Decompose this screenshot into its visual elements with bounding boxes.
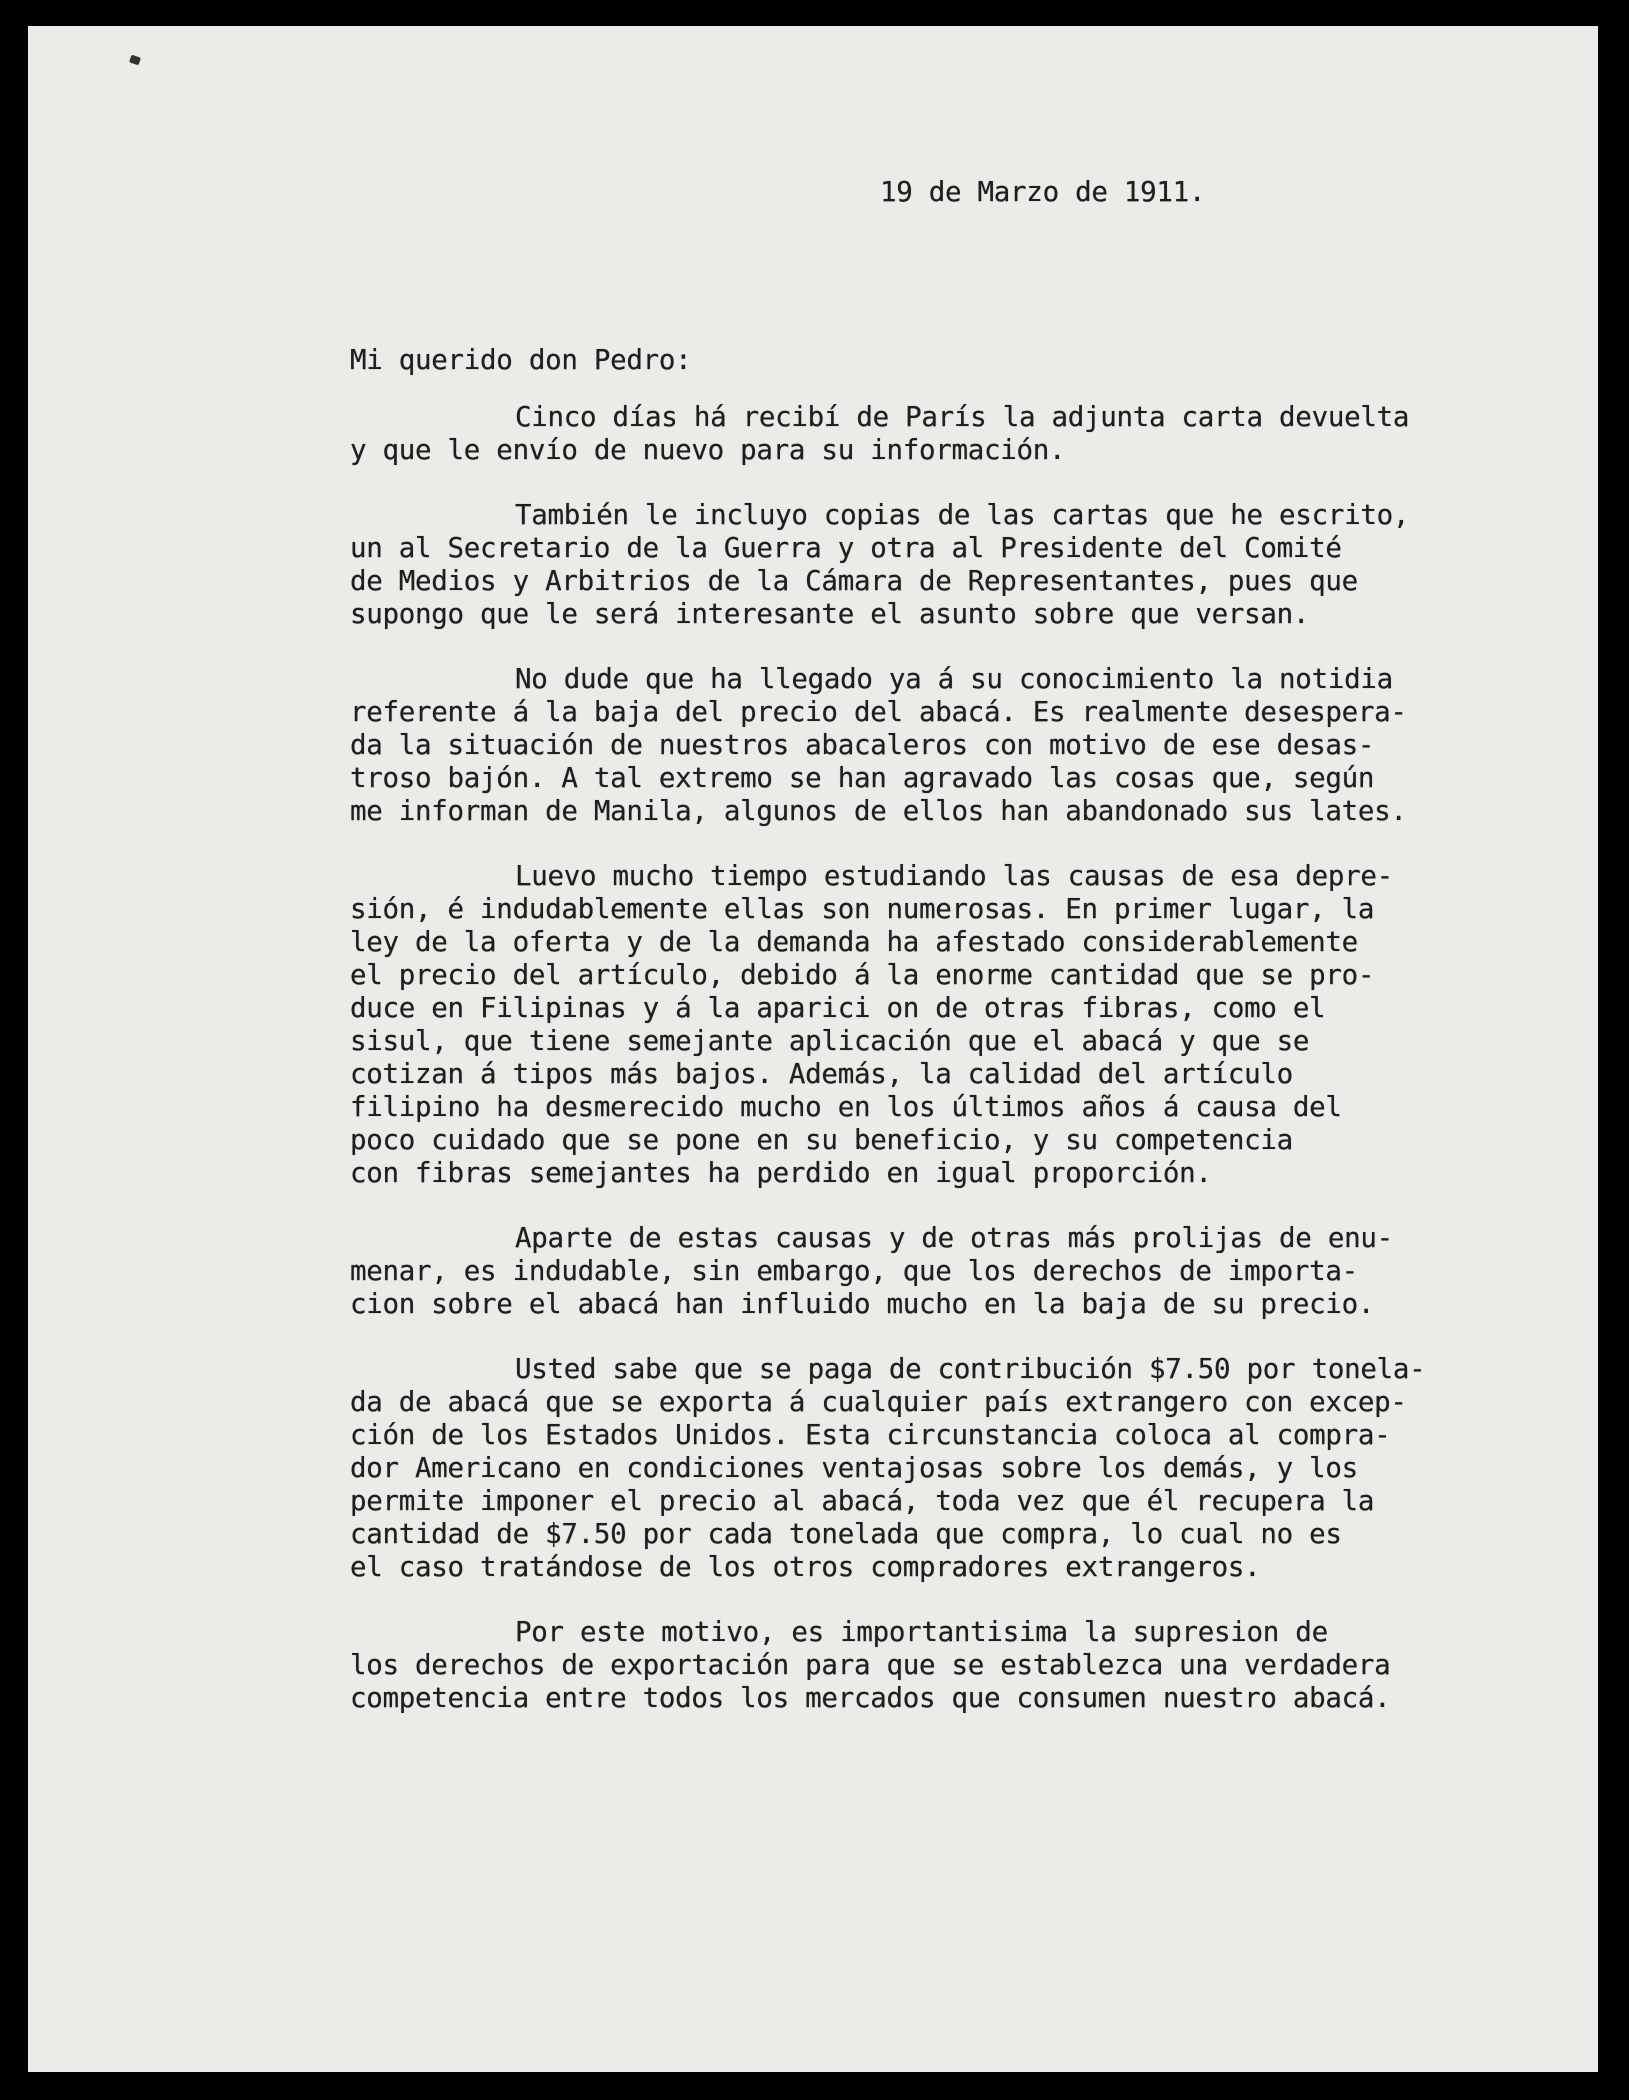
text-line: No dude que ha llegado ya á su conocimiento la notidia <box>515 663 1393 695</box>
text-line: da de abacá que se exporta á cualquier país extrangero con excep- <box>350 1386 1407 1418</box>
text-line: sisul, que tiene semejante aplicación que el abacá y que se <box>350 1025 1310 1057</box>
text-line: sión, é indudablemente ellas son numerosas. En primer lugar, la <box>350 893 1375 925</box>
text-line: me informan de Manila, algunos de ellos han abandonado sus lates. <box>350 795 1407 827</box>
letter-date: 19 de Marzo de 1911. <box>880 176 1206 208</box>
text-line: cantidad de $7.50 por cada tonelada que compra, lo cual no es <box>350 1518 1342 1550</box>
text-line: el precio del artículo, debido á la enorme cantidad que se pro- <box>350 959 1375 991</box>
text-line: cion sobre el abacá han influido mucho en la baja de su precio. <box>350 1288 1375 1320</box>
letter-page <box>28 26 1598 2072</box>
paragraph-7 <box>350 1616 1470 1715</box>
text-line: con fibras semejantes ha perdido en igual proporción. <box>350 1157 1212 1189</box>
text-line: de Medios y Arbitrios de la Cámara de Representantes, pues que <box>350 565 1358 597</box>
text-line: poco cuidado que se pone en su beneficio, y su competencia <box>350 1124 1293 1156</box>
text-line: troso bajón. A tal extremo se han agravado las cosas que, según <box>350 762 1375 794</box>
text-line: da la situación de nuestros abacaleros con motivo de ese desas- <box>350 729 1375 761</box>
text-line: Aparte de estas causas y de otras más prolijas de enu- <box>515 1222 1393 1254</box>
paragraph-6 <box>350 1353 1470 1584</box>
text-line: duce en Filipinas y á la aparici on de otras fibras, como el <box>350 992 1326 1024</box>
text-line: los derechos de exportación para que se establezca una verdadera <box>350 1649 1391 1681</box>
text-line: ley de la oferta y de la demanda ha afestado considerablemente <box>350 926 1358 958</box>
text-line: menar, es indudable, sin embargo, que los derechos de importa- <box>350 1255 1358 1287</box>
text-line: Usted sabe que se paga de contribución $7.50 por tonela- <box>515 1353 1426 1385</box>
text-line: referente á la baja del precio del abacá. Es realmente desespera- <box>350 696 1407 728</box>
text-line: supongo que le será interesante el asunto sobre que versan. <box>350 598 1310 630</box>
text-line: filipino ha desmerecido mucho en los últimos años á causa del <box>350 1091 1342 1123</box>
text-line: Por este motivo, es importantisima la supresion de <box>515 1616 1328 1648</box>
ink-speck <box>129 55 141 66</box>
text-line: competencia entre todos los mercados que consumen nuestro abacá. <box>350 1682 1391 1714</box>
paragraph-3 <box>350 663 1470 828</box>
text-line: un al Secretario de la Guerra y otra al Presidente del Comité <box>350 532 1342 564</box>
letter-salutation: Mi querido don Pedro: <box>350 344 692 376</box>
paragraph-2 <box>350 499 1470 631</box>
text-line: y que le envío de nuevo para su información. <box>350 434 1066 466</box>
text-line: el caso tratándose de los otros compradores extrangeros. <box>350 1551 1261 1583</box>
text-line: dor Americano en condiciones ventajosas sobre los demás, y los <box>350 1452 1358 1484</box>
paragraph-4 <box>350 860 1470 1190</box>
text-line: ción de los Estados Unidos. Esta circunstancia coloca al compra- <box>350 1419 1391 1451</box>
letter-body <box>350 401 1470 1747</box>
text-line: También le incluyo copias de las cartas que he escrito, <box>515 499 1410 531</box>
text-line: Cinco días há recibí de París la adjunta carta devuelta <box>515 401 1410 433</box>
paragraph-5 <box>350 1222 1470 1321</box>
text-line: permite imponer el precio al abacá, toda vez que él recupera la <box>350 1485 1375 1517</box>
text-line: Luevo mucho tiempo estudiando las causas de esa depre- <box>515 860 1393 892</box>
paragraph-1 <box>350 401 1470 467</box>
text-line: cotizan á tipos más bajos. Además, la calidad del artículo <box>350 1058 1293 1090</box>
